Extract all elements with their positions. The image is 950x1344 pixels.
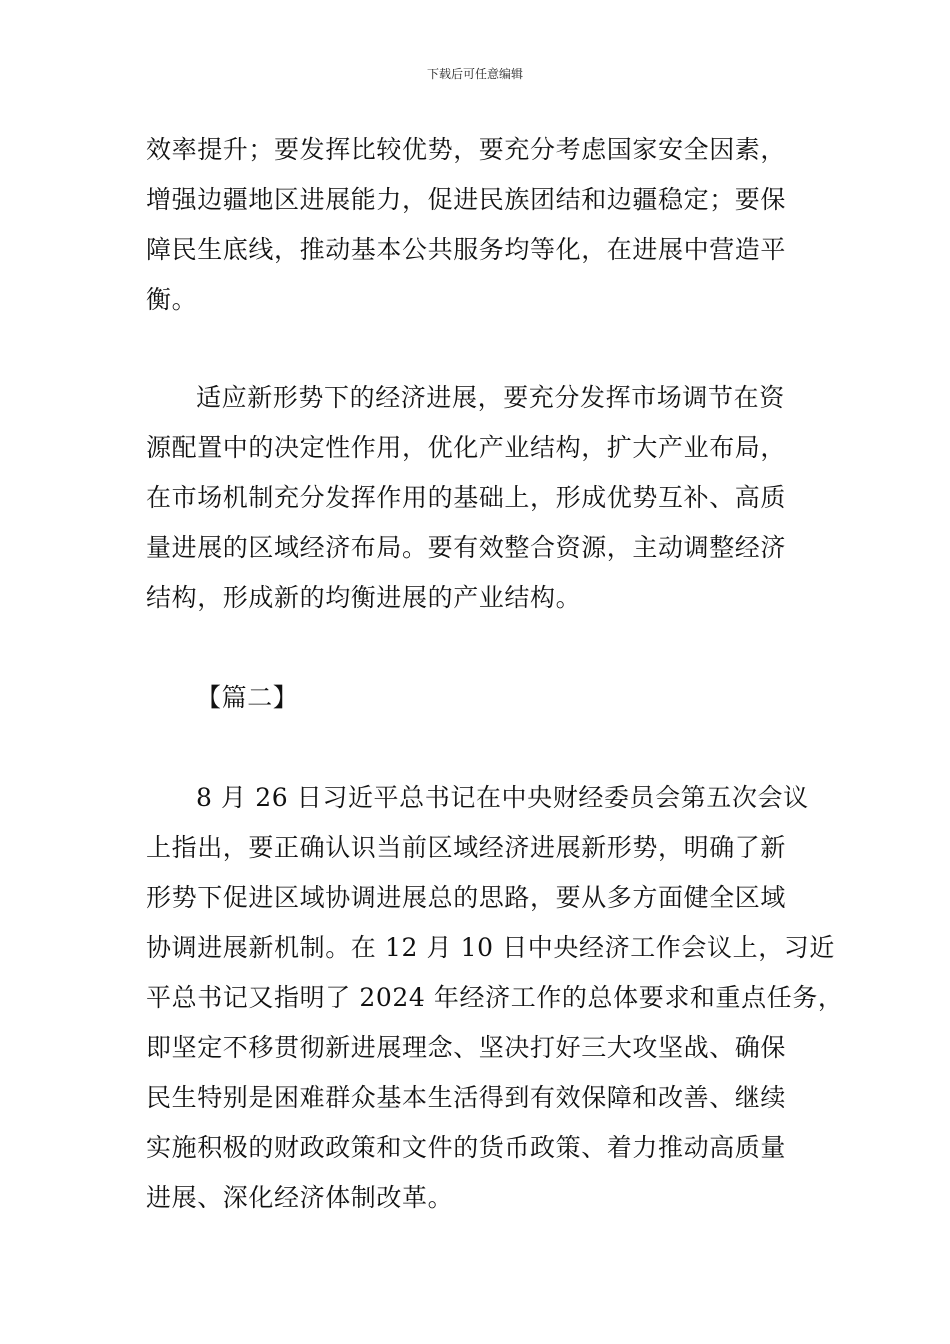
paragraph-2-line-3: 在市场机制充分发挥作用的基础上，形成优势互补、高质 [146,483,787,512]
paragraph-2-line-2: 源配置中的决定性作用，优化产业结构，扩大产业布局， [146,433,787,462]
paragraph-1-line-1: 效率提升；要发挥比较优势，要充分考虑国家安全因素， [146,135,787,164]
paragraph-3-line-3: 形势下促进区域协调进展总的思路，要从多方面健全区域 [146,883,787,912]
section-heading: 【篇二】 [196,683,299,712]
paragraph-3-line-2: 上指出，要正确认识当前区域经济进展新形势，明确了新 [146,833,787,862]
paragraph-2-line-5: 结构，形成新的均衡进展的产业结构。 [146,583,582,612]
paragraph-3-line-8: 实施积极的财政政策和文件的货币政策、着力推动高质量 [146,1133,787,1162]
paragraph-3-line-5: 平总书记又指明了 2024 年经济工作的总体要求和重点任务， [146,983,844,1012]
page-header-note: 下载后可任意编辑 [426,67,523,81]
paragraph-1-line-4: 衡。 [146,285,198,314]
paragraph-3-line-4: 协调进展新机制。在 12 月 10 日中央经济工作会议上，习近 [146,933,836,962]
paragraph-1-line-3: 障民生底线，推动基本公共服务均等化，在进展中营造平 [146,235,787,264]
paragraph-3-line-1: 8 月 26 日习近平总书记在中央财经委员会第五次会议 [196,783,809,812]
paragraph-1-line-2: 增强边疆地区进展能力，促进民族团结和边疆稳定；要保 [146,185,787,214]
paragraph-3-line-6: 即坚定不移贯彻新进展理念、坚决打好三大攻坚战、确保 [146,1033,787,1062]
paragraph-3-line-7: 民生特别是困难群众基本生活得到有效保障和改善、继续 [146,1083,787,1112]
paragraph-2-line-1: 适应新形势下的经济进展，要充分发挥市场调节在资 [196,383,785,412]
paragraph-3-line-9: 进展、深化经济体制改革。 [146,1183,454,1212]
paragraph-2-line-4: 量进展的区域经济布局。要有效整合资源，主动调整经济 [146,533,787,562]
